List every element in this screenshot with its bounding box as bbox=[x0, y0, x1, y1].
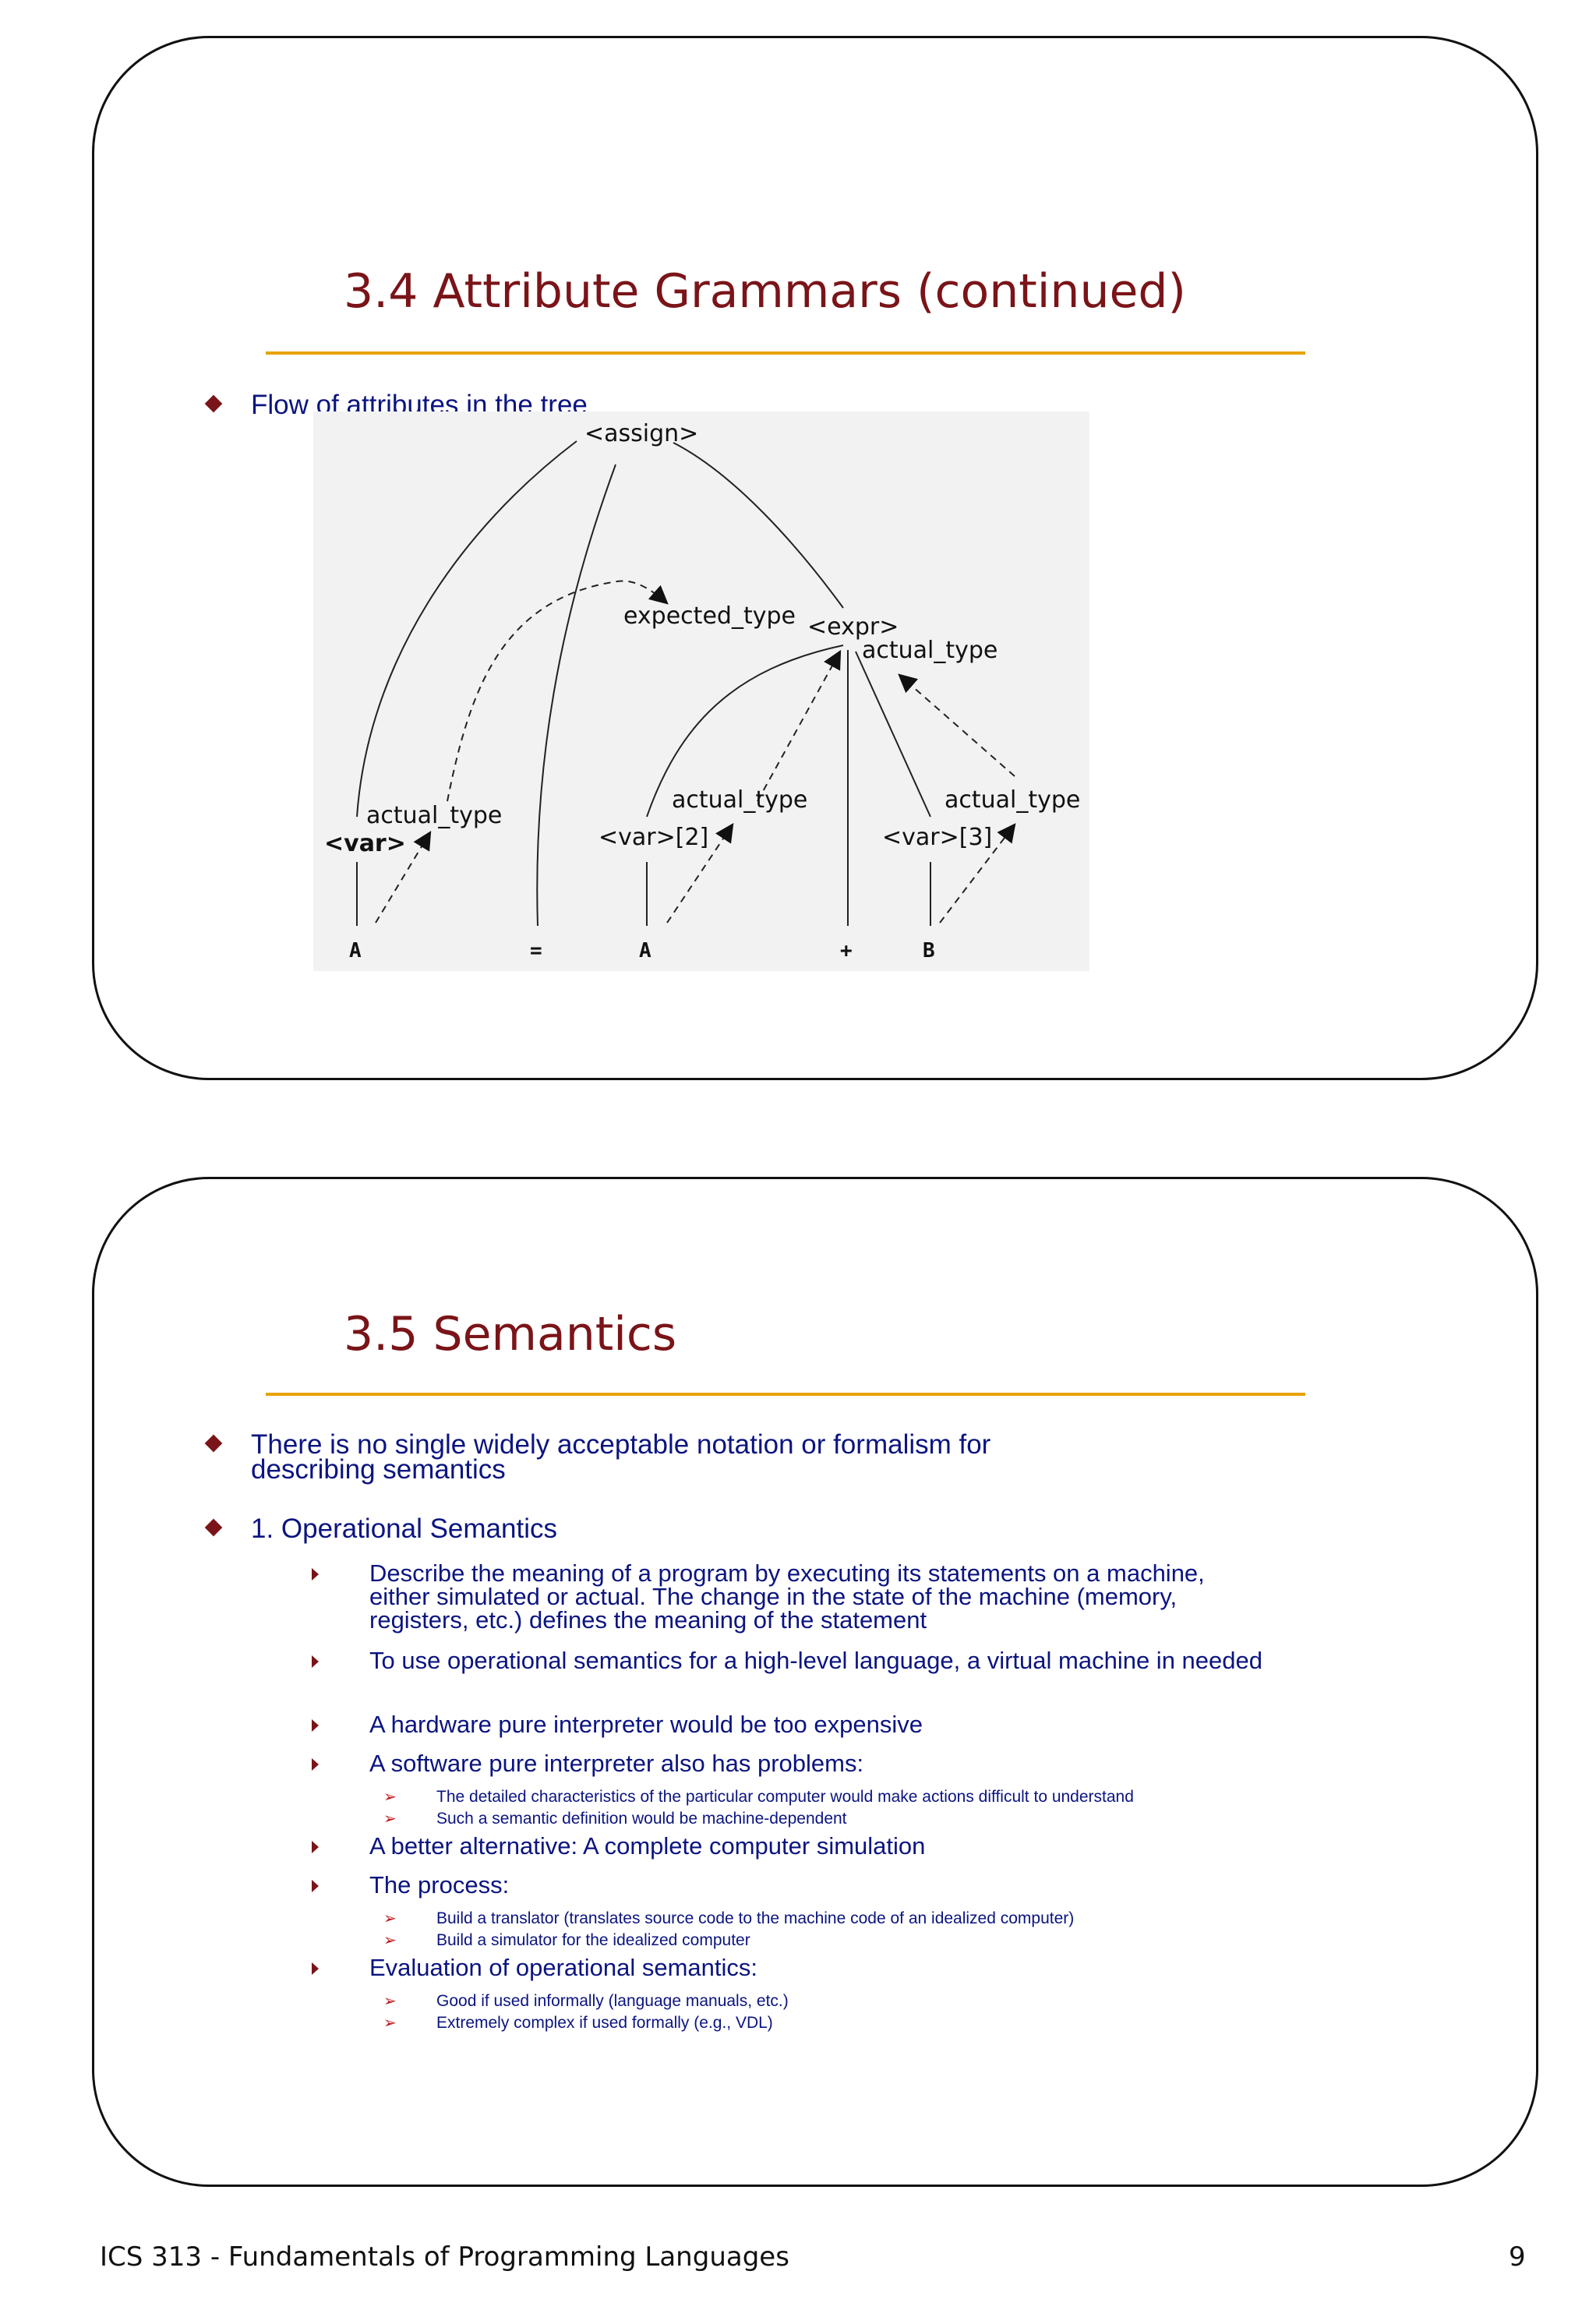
sub-sub-bullet-text: Build a translator (translates source code to the machine code of an idealized computer) bbox=[436, 1909, 1075, 1927]
bullet-operational-semantics bbox=[251, 1514, 1186, 1544]
triangle-bullet-icon bbox=[312, 1655, 319, 1668]
leaf-equals: = bbox=[530, 939, 542, 962]
sub-bullet-text: A software pure interpreter also has problems: bbox=[369, 1750, 864, 1777]
triangle-bullet-icon bbox=[312, 1719, 319, 1732]
sub-bullet bbox=[369, 1871, 1305, 1899]
sub-bullet-text: A hardware pure interpreter would be too expensive bbox=[369, 1711, 923, 1738]
sub-bullet bbox=[369, 1832, 1305, 1860]
attribute-flow-tree-diagram bbox=[313, 411, 1089, 971]
sub-sub-bullet-text: The detailed characteristics of the particular computer would make actions difficult to understand bbox=[436, 1788, 1134, 1806]
sub-sub-bullet bbox=[383, 1808, 1294, 1830]
var2-actual-type-label: actual_type bbox=[672, 786, 808, 814]
sub-sub-bullet bbox=[383, 1908, 1294, 1930]
triangle-bullet-icon bbox=[312, 1568, 319, 1581]
title-underline bbox=[266, 351, 1305, 355]
triangle-bullet-icon bbox=[312, 1962, 319, 1975]
arrow-bullet-icon: ➢ bbox=[383, 1932, 397, 1949]
bullet-text: There is no single widely acceptable notation or formalism for describing semantics bbox=[251, 1429, 991, 1485]
expr-actual-type-label: actual_type bbox=[862, 637, 998, 664]
leaf-a: A bbox=[349, 939, 362, 962]
assign-node: <assign> bbox=[584, 420, 699, 447]
attribute-flow-arrows bbox=[376, 581, 1015, 923]
triangle-bullet-icon bbox=[312, 1880, 319, 1892]
sub-sub-bullet-text: Extremely complex if used formally (e.g., VDL) bbox=[436, 2014, 773, 2032]
var3-actual-type-label: actual_type bbox=[945, 786, 1081, 814]
sub-bullet-text: The process: bbox=[369, 1871, 510, 1899]
var3-node: <var>[3] bbox=[882, 824, 993, 851]
triangle-bullet-icon bbox=[312, 1758, 319, 1771]
sub-bullet bbox=[369, 1713, 1305, 1736]
slide-semantics bbox=[92, 1177, 1538, 2187]
var1-actual-type-label: actual_type bbox=[366, 802, 503, 829]
slide-title: 3.5 Semantics bbox=[344, 1307, 677, 1362]
sub-sub-bullet bbox=[383, 1786, 1294, 1808]
sub-bullet-text: Describe the meaning of a program by executing its statements on a machine, either simulated or actual. The change in the state of the machine (memory, registers, etc.) defines the meaning of the statement bbox=[369, 1559, 1205, 1634]
sub-bullet bbox=[369, 1649, 1273, 1672]
sub-bullet bbox=[369, 1559, 1211, 1634]
arrow-bullet-icon: ➢ bbox=[383, 2015, 397, 2032]
var1-node: <var> bbox=[324, 830, 406, 857]
expr-node: <expr> bbox=[807, 613, 899, 641]
arrow-bullet-icon: ➢ bbox=[383, 1810, 397, 1828]
page-number: 9 bbox=[1509, 2241, 1526, 2273]
triangle-bullet-icon bbox=[312, 1841, 319, 1853]
arrow-bullet-icon: ➢ bbox=[383, 1789, 397, 1806]
sub-sub-bullet bbox=[383, 1930, 1294, 1951]
sub-sub-bullet-text: Such a semantic definition would be machine-dependent bbox=[436, 1810, 847, 1828]
arrow-bullet-icon: ➢ bbox=[383, 1910, 397, 1927]
tree-edges bbox=[357, 441, 930, 926]
sub-bullet-text: Evaluation of operational semantics: bbox=[369, 1954, 758, 1981]
footer-course-title: ICS 313 - Fundamentals of Programming Languages bbox=[100, 2241, 789, 2273]
sub-bullet bbox=[369, 1752, 1305, 1775]
leaf-plus: + bbox=[840, 939, 853, 962]
title-underline bbox=[266, 1393, 1305, 1396]
sub-sub-bullet bbox=[383, 2012, 1294, 2034]
leaf-b: B bbox=[923, 939, 935, 962]
bullet-notation bbox=[251, 1429, 1061, 1485]
sub-sub-bullet-text: Build a simulator for the idealized computer bbox=[436, 1931, 750, 1949]
sub-bullet-text: To use operational semantics for a high-level language, a virtual machine in needed bbox=[369, 1647, 1262, 1674]
sub-bullet-text: A better alternative: A complete computer simulation bbox=[369, 1832, 926, 1860]
arrow-bullet-icon: ➢ bbox=[383, 1993, 397, 2010]
sub-sub-bullet bbox=[383, 1990, 1294, 2012]
bullet-text: 1. Operational Semantics bbox=[251, 1514, 557, 1544]
sub-bullet bbox=[369, 1956, 1305, 1980]
bullet-text: Flow of attributes in the tree bbox=[251, 390, 588, 420]
sub-sub-bullet-text: Good if used informally (language manuals, etc.) bbox=[436, 1992, 789, 2010]
var2-node: <var>[2] bbox=[598, 824, 709, 851]
slide-title: 3.4 Attribute Grammars (continued) bbox=[344, 264, 1186, 319]
expected-type-label: expected_type bbox=[623, 602, 796, 630]
leaf-a: A bbox=[639, 939, 651, 962]
